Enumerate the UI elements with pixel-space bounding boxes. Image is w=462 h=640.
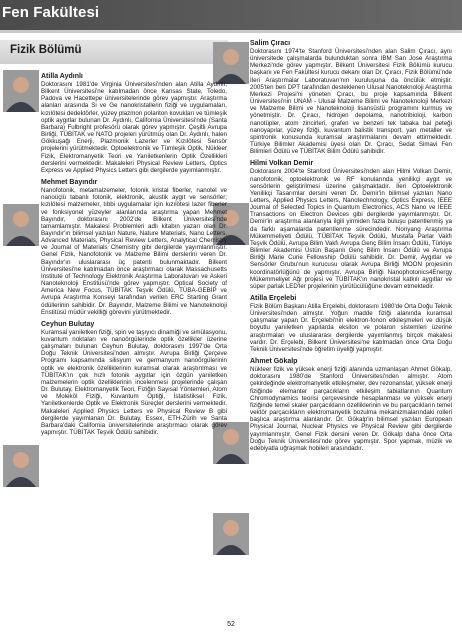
person-bio-bulutay: Kuramsal yarıiletken fiziği, spin ve taşıyıcı dinamiği ve simülasyonu, kuvantum noktaları ve nanoörgülerinde optik özellikler üzerine çalışmaları bulunan Ceyhun Bulutay, doktorasını 1997'de Orta Doğu Teknik Üniversitesi'nden almıştır. Avrupa Birliği Çerçeve Programı kapsamında silisyum ve germanyum nanoörgülerinin optik ve elektronik özelliklerinin kuramsal olarak araştırılması ve TÜBİTAK'ın çok hızlı fotonik aygıtlar için özgün yarıiletken malzemelerin optik özelliklerinin incelenmesi projelerinde çalışan Dr. Bulutay, Elektromanyetik Teori, Fiziğin Sayısal Yöntemleri, Atom ve Moleköl Fiziği, Kuvantum Optiği, İstatistiksel Fizik, Yarıiletkenlerde Optik ve Elektronik Süreçler derslerini vermektedir. Makaleleri Applied Physics Letters ve Physical Review B gibi dergilerde yayımlanan Dr. Bulutay, Essex, ETH-Zürih ve Santa Barbara'daki California üniversitelerinde araştırmacı olarak görev yapmıştır. TÜBİTAK Teşvik Ödülü sahibidir. — [41, 328, 227, 437]
page-title: Fen Fakültesi — [2, 4, 100, 21]
person-bio-aydinli: Doktorasını 1981'de Virginia Üniversitesi'nden alan Atilla Aydınlı, Bilkent Üniversitesi'ne katılmadan önce Kansas State, Toledo, Padova ve Hacettepe üniversitelerinde görev yapmıştır. Araştırma alanları arasında Si ve Ge nanokristallerin fiziği ve uygulamaları, kızılötesi dedektörler, yüzey plazmon polariton kovukları ve tümleşik optik aygıtlar bulunan Dr. Aydınlı, California Üniversitesi'nde (Santa Barbara) Fulbright profesörü olarak görev yapmıştır. Çeşitli Avrupa Birliği, TÜBİTAK ve NATO projeleri yürütmüş olan Dr. Aydınlı, halen Gökkuşağı Enerji, Plazmonik Lazerler ve Kızılötesi Sensör projelerini yürütmektedir. Optoelektronik ve Tümleşik Optik, Nükleer Fizik, Elektromanyetik Teori ve Yarıiletkenlerin Optik Özellikleri derslerini vermektedir. Makaleleri Physical Review Letters, Optics Express ve Applied Physics Letters gibi dergilerde yayımlanmıştır. — [41, 81, 227, 174]
portrait-aydinli — [3, 70, 39, 112]
person-bio-demir: Doktorasını 2004'te Stanford Üniversitesi'nden alan Hilmi Volkan Demir, nanofotonik, optoelektronik ve RF konularında yenilikçi aygıt ve sensörlerin geliştirilmesi üzerine çalışmaktadır. İleri Optoelektronik Yenilikçi Tasarımlar dersini veren Dr. Demir'in bilimsel yazıları Nano Letters, Applied Physics Letters, Nanotechnology, Optics Express, IEEE Journal of Selected Topics in Quantum Electronics, ACS Nano ve IEEE Transactions on Electron Devices gibi dergilerde yayımlanmıştır. Dr. Demir'in araştırma alanlarıyla ilgili yirmiden fazla buluşu patentlenmiş ya da farklı aşamalarda patentlenme sürecindedir. Nonyang Araştırma Mükemmeliyeti Ödülü, TÜBİTAK Teşvik Ödülü, Mustafa Parlar Vakfı Teşvik Ödülü, Avrupa Bilim Vakfı Avrupa Genç Bilim İnsanı Ödülü, Türkiye Bilimler Akademisi Üstün Başarılı Genç Bilim İnsanı Ödülü ve Avrupa Birliği Marie Curie Fellowship Ödülü sahibidir. Dr. Demir, Aygıtlar ve Sensörler Grubu'nun kurucusu olarak Avrupa Birliği MOON projesinin koordinatörlüğünü de yapmıştır. Avrupa Birliği Nanophotonics4Energy Mükemmeliyet Ağı projesi ve TÜBİTAK'ın nanokristal katkılı aygıtlar ve süper parlak LED'ler projelerinin yürütücülüğüne devam etmektedir. — [250, 168, 452, 290]
header-divider — [0, 30, 462, 33]
person-name-aydinli: Atilla Aydınlı — [41, 73, 83, 80]
portrait-gokalp — [213, 513, 249, 555]
person-name-demir: Hilmi Volkan Demir — [250, 160, 314, 168]
person-bio-gokalp: Nükleer fizik ve yüksek enerji fiziği alanında uzmanlaşan Ahmet Gökalp, doktorasını 1980'de Stanford Üniversitesi'nden almıştır. Atom çekirdeğinde elektromanyetik etkileşmeler, dev rezonanslar, yüksek enerji fiziğinde elemanter parçacıkların etkileşim tabiatlarının Quantum Chromodynamics teorisi çerçevesinde hesaplanması ve yüksek enerji fiziğinde temel skaler parçacıkların özelliklerinin ve bu parçacıkların temel vektör parçacıkların elektromanyetik bozulma mekanizmalarındaki rolleri başlıca araştırma alanlarıdır. Dr. Gökalp'in bilimsel yazıları European Physical Journal, Nuclear Physics ve Physical Review gibi dergilerde yayımlanmıştır. Genel Fizik dersini veren Dr. Gökalp daha önce Orta Doğu Teknik Üniversitesi'nde görev yapmıştır. Spor yapmak, müzik ve edebiyatla uğraşmak hobileri arasındadır. — [250, 366, 452, 452]
portrait-bulutay — [3, 445, 39, 487]
person-name-ciraci: Salim Çıracı — [250, 40, 291, 47]
person-name-ercelebi: Atilla Erçelebi — [250, 295, 297, 302]
section-title: Fizik Bölümü — [10, 44, 82, 56]
person-name-bayindir: Mehmet Bayındır — [41, 179, 98, 187]
person-name-gokalp: Ahmet Gökalp — [250, 358, 298, 366]
person-bio-ercelebi: Fizik Bölüm Başkanı Atilla Erçelebi, doktorasını 1980'de Orta Doğu Teknik Üniversitesi'nden almıştır. Yoğun madde fiziği alanında kuramsal çalışmalar yapan Dr. Erçelebi'nin elektron-fonon etkileşmeleri ve düşük boyutlu yarıiletken yapılarda eksiton ve polaron sistemleri üzerine araştırmaları ve uluslararası dergilerde yayımlanmış birçok makalesi vardır. Dr. Erçelebi, Bilkent Üniversitesi'ne katılmadan önce Orta Doğu Teknik Üniversitesi'nde öğretim üyeliği yapmıştır. — [250, 303, 452, 353]
portrait-bayindir — [3, 204, 39, 246]
person-bio-ciraci: Doktorasını 1974'te Stanford Üniversitesi'nden alan Salim Çıracı, aynı üniversitede çalışmalarda bulunduktan sonra IBM San Jose Araştırma Merkezi'nde görev yapmıştır. Bilkent Üniversitesi Fizik Bölümü kurucu başkanı ve Fen Fakültesi kurucu dekanı olan Dr. Çıracı, Fizik Bölümü'nde İleri Araştırmalar Laboratuvarı'nın kuruluşuna da öncülük etmiştir. 2005'ten beri DPT tarafından desteklenen Ulusal Nanoteknoloji Araştırma Merkezi Projesi'ni yöneten Çıracı, bu proje kapsamında Bilkent Üniversitesi'nin UNAM - Ulusal Malzeme Bilimi ve Nanoteknoloji Merkezi ve Malzeme Bilimi ve Nanoteknoloji lisansüstü programını kurmuş ve yönetmiştir. Dr. Çıracı, hidrojen depolama, nanotribioloji, karbon nanotüpler, atom zincirleri, grafen ve benzeri tek tabaka bal peteği nanoyapılar, yüzey fiziği, kuvantum balistik transport, yarı metaller ve spintronik konusunda kuramsal araştırmalarını devam ettirmektedir. Türkiye Bilimler Akademisi üyesi olan Dr. Çıracı, Sedat Simavi Fen Bilimleri Ödülü ve TÜBİTAK Bilim Ödülü sahibidir. — [250, 48, 452, 156]
page-number: 52 — [227, 621, 235, 628]
right-column — [250, 40, 452, 452]
left-column — [41, 68, 227, 436]
person-bio-bayindir: Nanofotonik, metamalzemeler, fotonik kristal fiberler, nanotel ve nanoüçlü tabanlı fotonik, elektronik, akustik aygıt ve sensörler; kızılötesi malzemeler, tıbbi uygulamalar için kızılötesi lazer fiberler ve fonksiyonel yüzeyler alanlarında araştırma yapan Mehmet Bayındır, doktorasını 2002'de Bilkent Üniversitesi'nde tamamlamıştır. Makalesi Problemleri adlı kitabın yazarı olan Dr. Bayındır'ın bilimsel yazıları Nature, Nature Materials, Nano Letters, Advanced Materials, Physical Review Letters, Analytical Chemistry ve Journal of Materials Chemistry gibi dergilerde yayımlanmıştır. Genel Fizik, Nanofotonik ve Malzeme Bilimi derslerini veren Dr. Bayındır'ın uluslararası üç patenti bulunmaktadır. Bilkent Üniversitesi'ne katılmadan önce araştırmacı olarak Massachusetts Institute of Technology Elektronik Araştırma Laboratuvarı ve Askeri Nanoteknoloji Enstitüsü'nde görev yapmıştır. Optical Society of America New Focus, TÜBİTAK Teşvik Ödülü, TÜBA-GEBİP ve Avrupa Araştırma Konseyi tarafından verilen ERC Starting Grant ödüllerinin sahibidir. Dr. Bayındır, Malzeme Bilimi ve Nanoteknoloji Enstitüsü müdür vekilliği görevini yürütmektedir. — [41, 187, 227, 316]
person-name-bulutay: Ceyhun Bulutay — [41, 320, 95, 328]
